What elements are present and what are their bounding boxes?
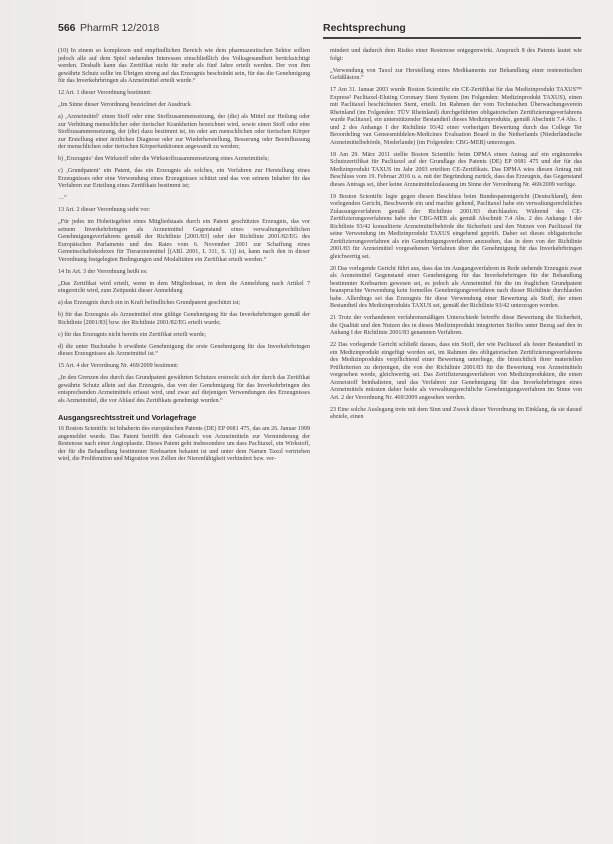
section-heading: Ausgangsrechtsstreit und Vorlagefrage	[58, 413, 197, 422]
paragraph: b) ‚Erzeugnis‘ den Wirkstoff oder die Wirkstoffzusammensetzung eines Arzneimittels;	[58, 156, 269, 162]
paragraph: 23 Eine solche Auslegung trete mit dem Sinn und Zweck dieser Verordnung im Einklang, da sie darauf abziele, einen	[330, 406, 582, 420]
paragraph: 17 Am 31. Januar 2003 wurde Boston Scientific ein CE-Zertifikat für das Medizinprodukt TAXUS™ Express² Paclitaxel-Eluting Coronary Stent System (im Folgenden: Medizinprodukt TAXUS), einen mit Paclitaxel beschichteten Stent, erteilt. Im Rahmen der vom Technischen Überwachungsverein Rheinland (im Folgenden: TÜV Rheinland) durchgeführten obligatorischen Zertifizierungsverfahrens wurde Paclitaxel, ein unterstützender Bestandteil dieses Medizinprodukts, gemäß Abschnitt 7.4 Abs. 1 und 2 des Anhangs I der Richtlinie 93/42 einer vorherigen Bewertung durch das College Ter Beoordeling van Geneesmiddelen-Medicines Evaluation Board in the Netherlands (Niederländische Arzneimittelbehörde, Niederlande) (im Folgenden: CBG-MEB) unterzogen.	[330, 87, 582, 146]
paragraph: 13 Art. 2 dieser Verordnung sieht vor:	[58, 207, 151, 213]
paragraph: mindert und dadurch dem Risiko einer Restenose entgegenwirkt. Anspruch 8 des Patents lautet wie folgt:	[330, 48, 582, 62]
paragraph: a) das Erzeugnis durch ein in Kraft befindliches Grundpatent geschützt ist;	[58, 300, 241, 306]
page-header	[58, 20, 582, 42]
paragraph: „Für jedes im Hoheitsgebiet eines Mitgliedstaats durch ein Patent geschütztes Erzeugnis, das vor seinem Inverkehrbringen als Arzneimittel Gegenstand eines verwaltungsrechtlichen Genehmigungsverfahrens gemäß der Richtlinie [2001/83] oder der Richtlinie 2001/82/EG des Europäischen Parlaments und des Rates vom 6. November 2001 zur Schaffung eines Gemeinschaftskodexes für Tierarzneimittel [(ABl. 2001, L 311, S. 1)] ist, kann nach den in dieser Verordnung festgelegten Bedingungen und Modalitäten ein Zertifikat erteilt werden.“	[58, 219, 310, 263]
section-title: Rechtsprechung	[323, 22, 406, 34]
paragraph: „Verwendung von Taxol zur Herstellung eines Medikaments zur Behandlung einer restenotischen Gefäßläsion.“	[330, 67, 582, 81]
paragraph: (10) In einem so komplexen und empfindlichen Bereich wie dem pharmazeutischen Sektor sollten jedoch alle auf dem Spiel stehenden Interessen einschließlich des Volksgesundheit berücksichtigt werden. Deshalb kann das Zertifikat nicht für mehr als fünf Jahre erteilt werden. Der von ihm gewährte Schutz sollte im Übrigen streng auf das Erzeugnis beschränkt sein, für das die Genehmigung für das Inverkehrbringen als Arzneimittel erteilt wurde.“	[58, 48, 310, 84]
journal-name: PharmR 12/2018	[80, 22, 160, 34]
paragraph: 21 Trotz der vorhandenen verfahrensmäßigen Unterschiede betreffe diese Bewertung die Sicherheit, die Qualität und den Nutzen des in dieses Medizinprodukt integrierten Stoffes unter Bezug auf den in Anhang I der Richtlinie 2001/83 genannten Verfahren.	[330, 315, 582, 336]
paragraph: c) für das Erzeugnis nicht bereits ein Zertifikat erteilt wurde;	[58, 331, 207, 338]
paragraph: „Im Sinne dieser Verordnung bezeichnet der Ausdruck	[58, 102, 191, 108]
paragraph: „Das Zertifikat wird erteilt, wenn in dem Mitgliedstaat, in dem die Anmeldung nach Artikel 7 eingereicht wird, zum Zeitpunkt dieser Anmeldung	[58, 280, 310, 294]
page-number: 566	[58, 22, 76, 34]
left-column	[58, 48, 310, 468]
paragraph: 22 Das vorlegende Gericht schließt daraus, dass ein Stoff, der wie Paclitaxel als fester Bestandteil in ein Medizinprodukt eingefügt worden sei, im Rahmen des obligatorischen Zertifizierungsverfahrens des Medizinprodukts verpflichtend einer Bewertung unterliege, die hinsichtlich ihrer materiellen Prüfkriterien zu derjenigen, die von der Richtlinie 2001/83 für die Bewertung von Arzneimitteln vorgesehen werde, gleichwertig sei. Das Zertifizierungsverfahren von Medizinprodukten, die einen Arzneistoff beinhalteten, und das Verfahren zur Genehmigung für das Inverkehrbringen eines Arzneimittels müssten daher beide als verwaltungsrechtliche Genehmigungsverfahren im Sinne von Art. 2 der Verordnung Nr. 469/2009 angesehen werden.	[330, 342, 582, 401]
paragraph: 19 Boston Scientific legte gegen diesen Beschluss beim Bundespatentgericht (Deutschland), dem vorlegenden Gericht, Beschwerde ein und machte geltend, Paclitaxel habe ein verwaltungsrechtliches Zulassungsverfahren gemäß der Richtlinie 2001/83 durchlaufen. Während des CE-Zertifizierungsverfahrens habe der CBG-MEB als gemäß Abschnitt 7.4 Abs. 2 des Anhangs I der Richtlinie 93/42 konsultierte Arzneimittelbehörde die Sicherheit und den Nutzen von Paclitaxel für seine Verwendung im Medizinprodukt TAXUS eingehend geprüft. Daher sei dieses obligatorische Zertifizierungsverfahren als ein Genehmigungsverfahren anzusehen, das in dem von der Richtlinie 2001/83 für Arzneimittel vorgesehenen Verfahren über die Genehmigung für das Inverkehrbringen gleichwertig sei.	[330, 193, 582, 260]
right-column	[330, 48, 582, 426]
paragraph: 15 Art. 4 der Verordnung Nr. 469/2009 bestimmt:	[58, 363, 179, 369]
paragraph: c) ‚Grundpatent‘ ein Patent, das ein Erzeugnis als solches, ein Verfahren zur Herstellung eines Erzeugnisses oder eine Verwendung eines Erzeugnisses schützt und das von seinem Inhaber für das Verfahren zur Erteilung eines Zertifikats bestimmt ist;	[58, 168, 310, 189]
paragraph: …“	[58, 195, 67, 201]
paragraph: b) für das Erzeugnis als Arzneimittel eine gültige Genehmigung für das Inverkehrbringen gemäß der Richtlinie [2001/83] bzw. der Richtlinie 2001/82/EG erteilt wurde;	[58, 312, 310, 326]
header-rule	[323, 37, 581, 39]
paragraph: 14 In Art. 3 der Verordnung heißt es:	[58, 268, 148, 275]
paragraph: 16 Boston Scientific ist Inhaberin des europäischen Patents (DE) EP 0681 475, das am 26. Januar 1999 angemeldet wurde. Das Patent betrifft den Gebrauch von Arzneimitteln zur Verminderung der Restenose nach einer Angioplastie. Dieses Patent geht insbesondere um dass Paclitaxel, ein Wirkstoff, der für die Behandlung bestimmter Krebsarten bekannt ist und unter dem Namen Taxol vertrieben wird, die Proliferation und Migration von Zellen der Nierenfähigkeit verhindert bzw. ver-	[58, 426, 310, 462]
paragraph: „In den Grenzen des durch das Grundpatent gewährten Schutzes erstreckt sich der durch das Zertifikat gewährte Schutz allein auf das Erzeugnis, das von der Genehmigung für das Inverkehrbringen des entsprechenden Arzneimittels erfasst wird, und zwar auf diejenigen Verwendungen des Erzeugnisses als Arzneimittel, die vor Ablauf des Zertifikats genehmigt wurden.“	[58, 375, 310, 404]
paragraph: 20 Das vorlegende Gericht führt aus, dass das im Ausgangsverfahren in Rede stehende Erzeugnis zwar als Arzneimittel Gegenstand einer Genehmigung für das Inverkehrbringen für die Behandlung bestimmter Krebsarten gewesen sei, es jedoch als Arzneimittel für die im fraglichen Grundpatent beanspruchte Verwendung kein formelles Genehmigungsverfahren nach dieser Richtlinie durchlaufen habe. Allerdings sei das Erzeugnis für diese Verwendung einer Bewertung als Stoff, der einen Bestandteil des Medizinprodukts TAXUS sei, gemäß der Richtlinie 93/42 unterzogen worden.	[330, 265, 582, 309]
paragraph: a) ‚Arzneimittel‘ einen Stoff oder eine Stoffzusammensetzung, der (die) als Mittel zur Heilung oder zur Verhütung menschlicher oder tierischer Krankheiten bezeichnet wird, sowie einen Stoff oder eine Stoffzusammensetzung, der (die) dazu bestimmt ist, im oder am menschlichen oder tierischen Körper zur Erstellung einer ärztlichen Diagnose oder zur Wiederherstellung, Besserung oder Beeinflussung der menschlichen oder tierischen Körperfunktionen angewandt zu werden;	[58, 114, 310, 150]
paragraph: d) die unter Buchstabe b erwähnte Genehmigung die erste Genehmigung für das Inverkehrbringen dieses Erzeugnisses als Arzneimittel ist.“	[58, 343, 310, 357]
paragraph: 12 Art. 1 dieser Verordnung bestimmt:	[58, 90, 152, 96]
paragraph: 18 Am 29. März 2011 stellte Boston Scientific beim DPMA einen Antrag auf ein ergänzendes Schutzzertifikat für Paclitaxel auf der Grundlage des Patents (DE) EP 0681 475 und der für das Medizinprodukt TAXUS im Jahr 2003 erteilten CE-Zertifikats. Das DPMA wies diesen Antrag mit Beschluss vom 19. Februar 2016 u. a. mit der Begründung zurück, dass das Erzeugnis, das Gegenstand dieses Antrags sei, über keine Arzneimittelzulassung im Sinne der Verordnung Nr. 469/2009 verfüge.	[330, 151, 582, 188]
